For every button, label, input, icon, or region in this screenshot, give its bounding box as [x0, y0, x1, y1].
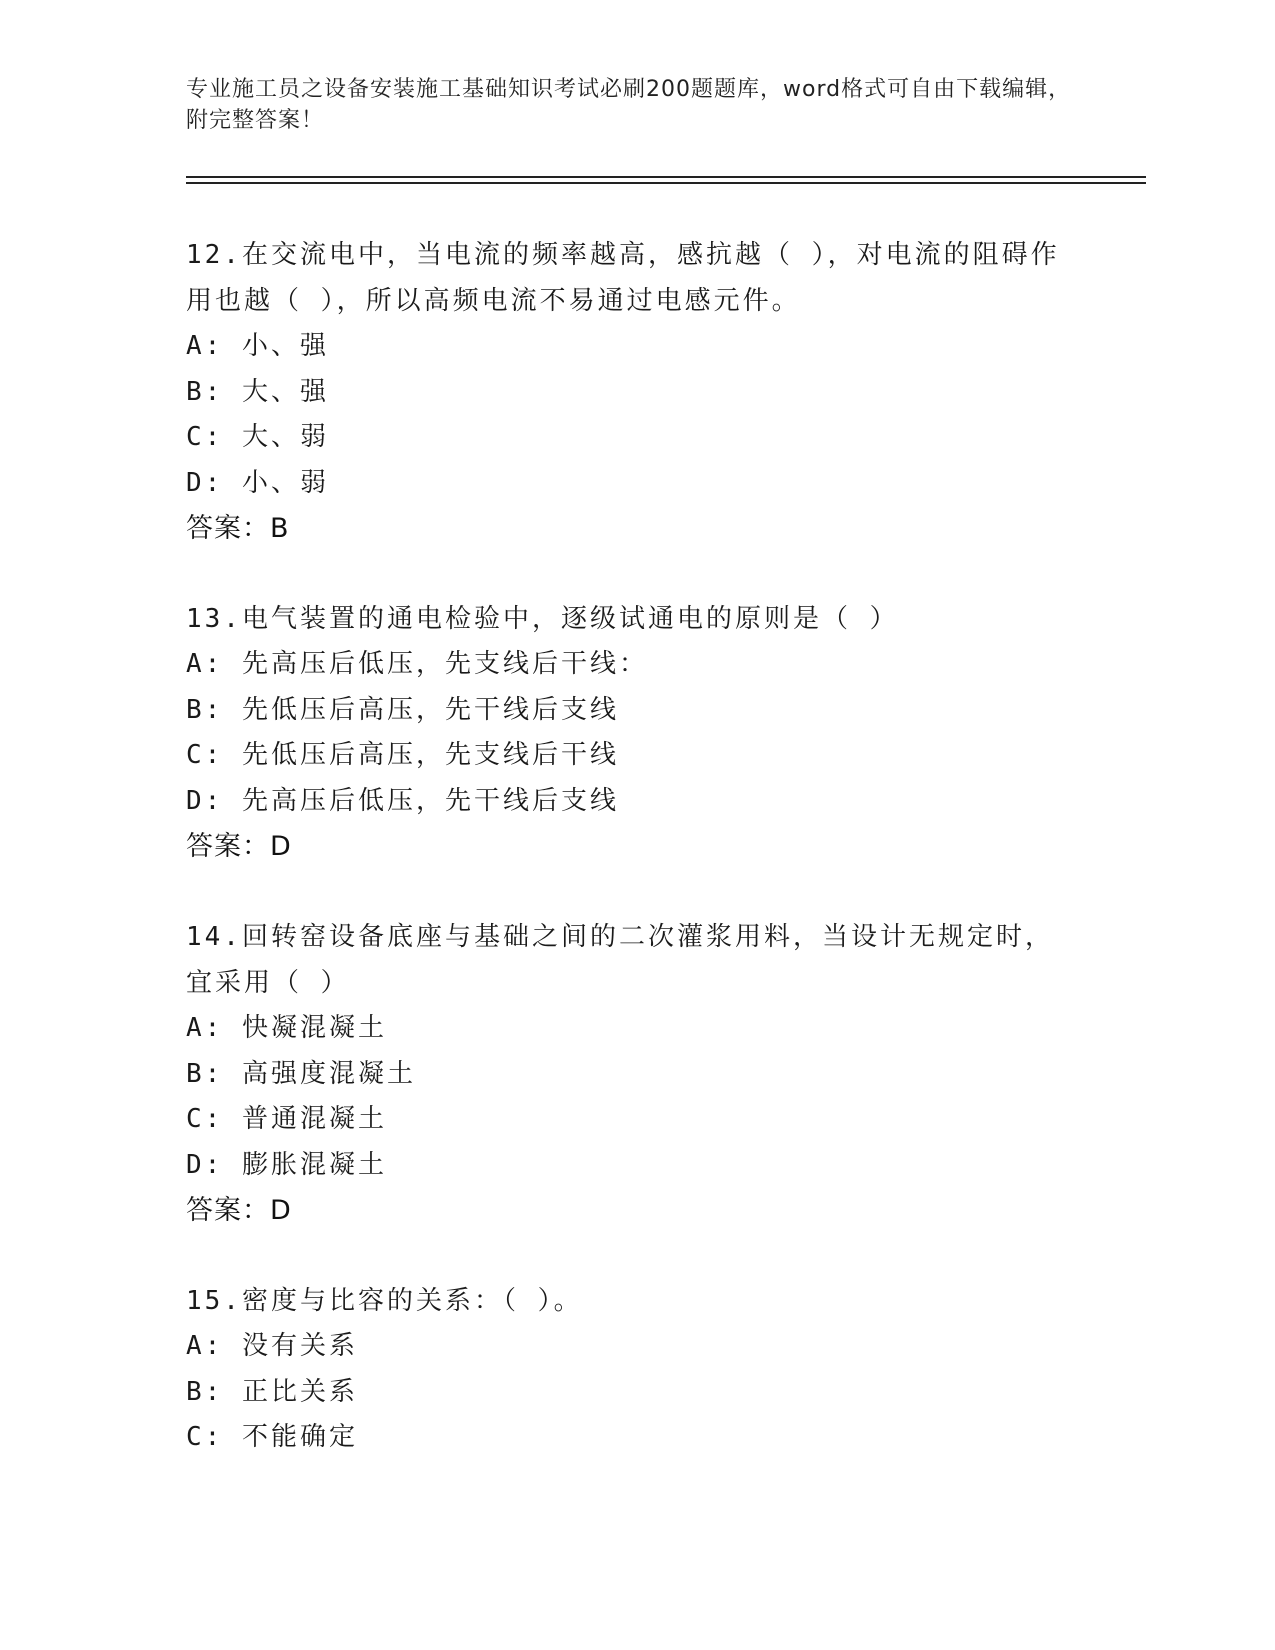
option-c: C: 先低压后高压，先支线后干线 [186, 740, 619, 770]
option-c: C: 不能确定 [186, 1422, 358, 1452]
answer: 答案：B [186, 513, 290, 544]
option-a: A: 快凝混凝土 [186, 1013, 387, 1043]
option-b: B: 高强度混凝土 [186, 1058, 416, 1089]
answer: 答案：D [186, 1195, 292, 1226]
question-15 [186, 1278, 1076, 1461]
option-a: A: 先高压后低压，先支线后干线： [186, 649, 648, 679]
option-d: D: 膨胀混凝土 [186, 1149, 387, 1180]
answer: 答案：D [186, 831, 292, 862]
question-14 [186, 914, 1076, 1234]
option-c: C: 普通混凝土 [186, 1104, 387, 1134]
question-13 [186, 596, 1076, 870]
option-b: B: 大、强 [186, 376, 329, 407]
option-d: D: 小、弱 [186, 467, 329, 498]
option-b: B: 先低压后高压，先干线后支线 [186, 694, 619, 725]
option-d: D: 先高压后低压，先干线后支线 [186, 785, 619, 816]
question-stem: 13.电气装置的通电检验中，逐级试通电的原则是（ ） [186, 604, 899, 634]
question-stem: 12.在交流电中，当电流的频率越高，感抗越（ ），对电流的阻碍作用也越（ ），所以高频电流不易通过电感元件。 [186, 240, 1060, 316]
question-stem: 15.密度与比容的关系：（ ）。 [186, 1286, 583, 1316]
document-header: 专业施工员之设备安装施工基础知识考试必刷200题题库，word格式可自由下载编辑，附完整答案！ [186, 77, 1072, 133]
header-divider-top [186, 176, 1146, 178]
header-divider-bottom [186, 182, 1146, 184]
option-c: C: 大、弱 [186, 422, 329, 452]
option-a: A: 没有关系 [186, 1331, 358, 1361]
option-a: A: 小、强 [186, 331, 329, 361]
option-b: B: 正比关系 [186, 1376, 358, 1407]
question-12 [186, 232, 1076, 552]
question-stem: 14.回转窑设备底座与基础之间的二次灌浆用料，当设计无规定时，宜采用（ ） [186, 922, 1054, 998]
